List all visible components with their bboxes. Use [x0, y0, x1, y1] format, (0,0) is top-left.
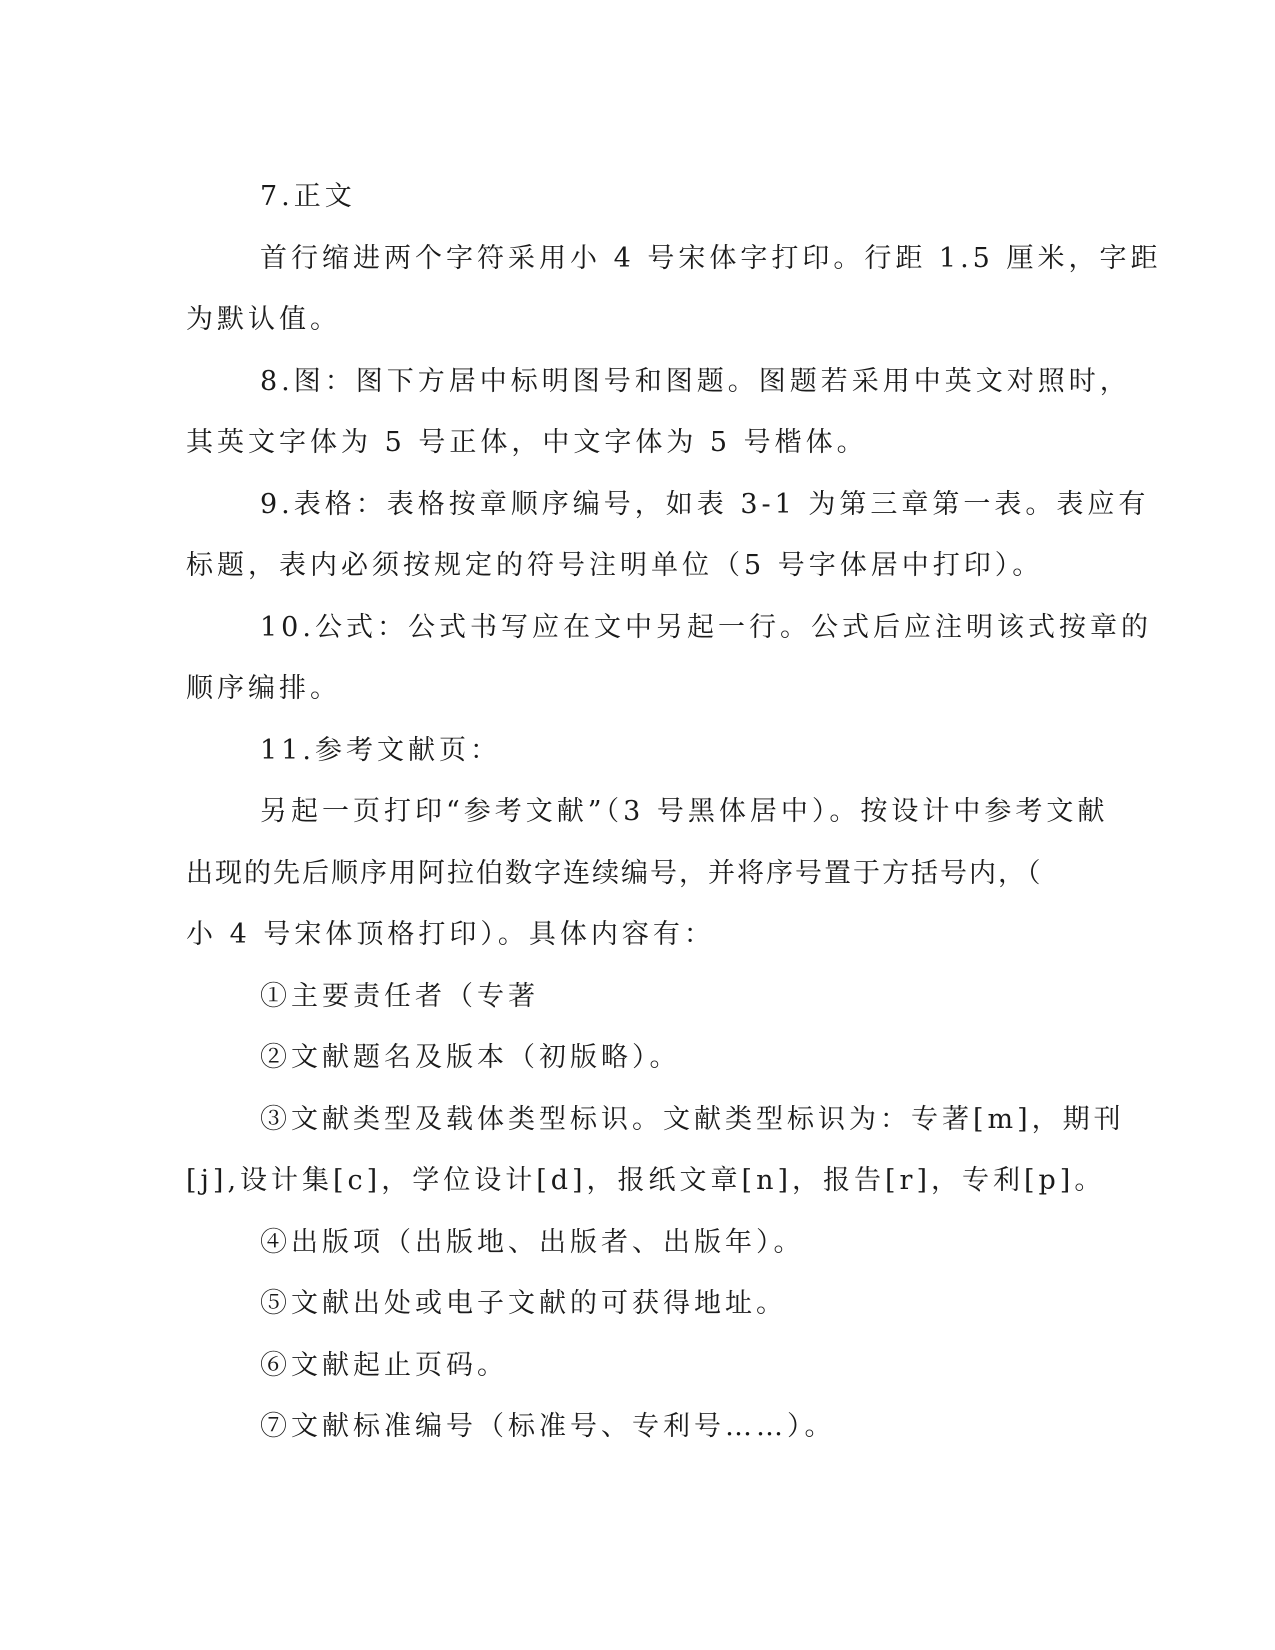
list-item: ⑦文献标准编号（标准号、专利号……）。 — [260, 1411, 836, 1442]
list-item: ①主要责任者（专著 — [260, 980, 539, 1012]
paragraph-line: 小 4 号宋体顶格打印）。具体内容有： — [186, 919, 715, 950]
paragraph-line: 另起一页打印“参考文献”（3 号黑体居中）。按设计中参考文献 — [260, 796, 1109, 827]
paragraph-line: 8.图：图下方居中标明图号和图题。图题若采用中英文对照时， — [260, 365, 1131, 397]
section-heading-main-text: 7.正文 — [260, 181, 356, 212]
list-item-continuation: [j],设计集[c]，学位设计[d]，报纸文章[n]，报告[r]，专利[p]。 — [186, 1165, 1106, 1196]
paragraph-line: 顺序编排。 — [186, 673, 341, 704]
paragraph-line: 为默认值。 — [186, 304, 341, 335]
paragraph-line: 出现的先后顺序用阿拉伯数字连续编号，并将序号置于方括号内，（ — [186, 857, 1043, 889]
paragraph-line: 其英文字体为 5 号正体，中文字体为 5 号楷体。 — [186, 427, 868, 458]
list-item: ③文献类型及载体类型标识。文献类型标识为：专著[m]，期刊 — [260, 1103, 1125, 1135]
document-body — [186, 166, 1162, 1458]
section-heading-references: 11.参考文献页： — [260, 734, 501, 766]
paragraph-line: 标题，表内必须按规定的符号注明单位（5 号字体居中打印）。 — [186, 550, 1044, 581]
list-item: ④出版项（出版地、出版者、出版年）。 — [260, 1226, 805, 1258]
paragraph-line: 10.公式：公式书写应在文中另起一行。公式后应注明该式按章的 — [260, 611, 1152, 643]
paragraph-line: 首行缩进两个字符采用小 4 号宋体字打印。行距 1.5 厘米，字距 — [260, 242, 1162, 274]
list-item: ⑤文献出处或电子文献的可获得地址。 — [260, 1288, 787, 1319]
list-item: ②文献题名及版本（初版略）。 — [260, 1042, 681, 1073]
paragraph-line: 9.表格：表格按章顺序编号，如表 3-1 为第三章第一表。表应有 — [260, 488, 1150, 520]
list-item: ⑥文献起止页码。 — [260, 1349, 508, 1381]
